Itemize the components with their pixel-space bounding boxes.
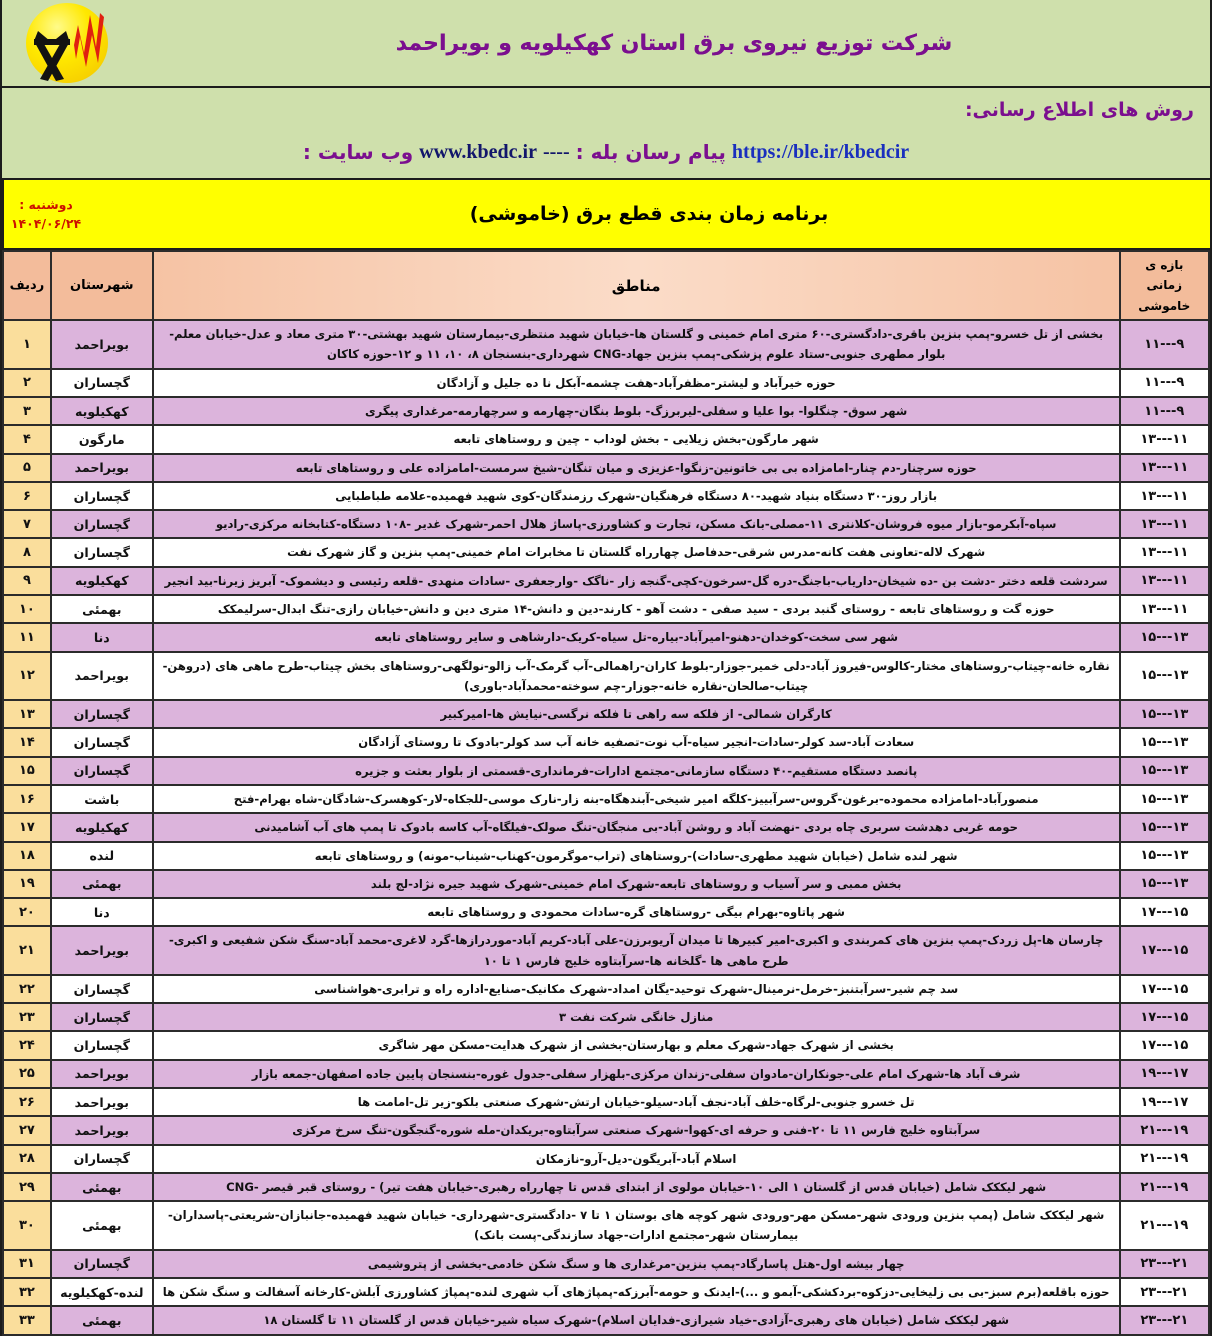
cell-city: کهکیلویه: [51, 567, 153, 595]
cell-index: ۲۶: [3, 1088, 51, 1116]
cell-city: بویراحمد: [51, 1088, 153, 1116]
cell-areas: شهرک لاله-تعاونی هفت کانه-مدرس شرقی-حدفاصل چهارراه گلستان تا مخابرات امام خمینی-پمپ بنزین و گاز شهرک نفت: [153, 538, 1120, 566]
table-row: [3, 1201, 1209, 1250]
cell-index: ۱۹: [3, 870, 51, 898]
cell-areas: بازار روز-۳۰ دستگاه بنیاد شهید-۸۰ دستگاه فرهنگیان-شهرک رزمندگان-کوی شهید فهمیده-علامه طباطبایی: [153, 482, 1120, 510]
cell-time-range: ۲۱---۲۳: [1120, 1250, 1209, 1278]
table-row: [3, 700, 1209, 728]
cell-index: ۵: [3, 454, 51, 482]
cell-city: بویراحمد: [51, 1116, 153, 1144]
cell-city: گچساران: [51, 700, 153, 728]
table-row: [3, 842, 1209, 870]
schedule-date-cell: [2, 180, 88, 248]
cell-index: ۳۱: [3, 1250, 51, 1278]
cell-areas: اسلام آباد-آبریگون-دیل-آرو-نازمکان: [153, 1145, 1120, 1173]
cell-time-range: ۱۳---۱۵: [1120, 757, 1209, 785]
cell-time-range: ۱۵---۱۷: [1120, 1003, 1209, 1031]
cell-index: ۲۰: [3, 898, 51, 926]
website-link[interactable]: www.kbedc.ir: [419, 140, 537, 163]
col-header-time: [1120, 251, 1209, 320]
cell-city: بویراحمد: [51, 320, 153, 369]
cell-areas: شهر لنده شامل (خیابان شهید مطهری-سادات)-روستاهای (تراب-موگرمون-کهناب-شیناب-مونه) و روستاهای تابعه: [153, 842, 1120, 870]
cell-index: ۸: [3, 538, 51, 566]
cell-areas: سعادت آباد-سد کولر-سادات-انجیر سیاه-آب نوت-تصفیه خانه آب سد کولر-بادوک تا روستای آزادگان: [153, 728, 1120, 756]
contact-label-row: [2, 88, 1210, 132]
link-separator: ----: [542, 140, 570, 163]
cell-city: مارگون: [51, 425, 153, 453]
cell-time-range: ۱۹---۲۱: [1120, 1173, 1209, 1201]
cell-city: لنده: [51, 842, 153, 870]
cell-time-range: ۱۵---۱۷: [1120, 898, 1209, 926]
cell-areas: حومه غربی دهدشت سربری چاه بردی -نهضت آباد و روشن آباد-بی منجگان-تنگ صولک-فیلگاه-آب کاسه بادوک تا پمپ های آب آشامیدنی: [153, 813, 1120, 841]
cell-index: ۳۰: [3, 1201, 51, 1250]
cell-index: ۱۵: [3, 757, 51, 785]
col-header-time-line1: بازه ی زمانی: [1145, 258, 1184, 293]
messenger-link[interactable]: https://ble.ir/kbedcir: [731, 140, 910, 163]
cell-areas: کارگران شمالی- از فلکه سه راهی تا فلکه نرگسی-نیایش ها-امیرکبیر: [153, 700, 1120, 728]
table-row: [3, 785, 1209, 813]
cell-index: ۶: [3, 482, 51, 510]
cell-areas: شهر لیککک شامل (خیابان های رهبری-آزادی-خیاد شیرازی-فدایان اسلام)-شهرک سیاه شیر-خیابان قدس از گلستان ۱۱ تا گلستان ۱۸: [153, 1306, 1120, 1334]
contact-links-row: [2, 132, 1210, 178]
cell-areas: منازل خانگی شرکت نفت ۳: [153, 1003, 1120, 1031]
date-value: ۱۴۰۴/۰۶/۲۴: [10, 216, 82, 231]
cell-city: بهمئی: [51, 1201, 153, 1250]
contact-methods-label: روش های اطلاع رسانی:: [964, 99, 1194, 121]
cell-time-range: ۹---۱۱: [1120, 397, 1209, 425]
cell-city: گچساران: [51, 728, 153, 756]
cell-areas: چهار بیشه اول-هتل پاسارگاد-پمپ بنزین-مرغداری ها و سنگ شکن خادمی-بخشی از پتروشیمی: [153, 1250, 1120, 1278]
cell-time-range: ۱۱---۱۳: [1120, 595, 1209, 623]
table-row: [3, 1003, 1209, 1031]
cell-time-range: ۱۳---۱۵: [1120, 870, 1209, 898]
cell-city: گچساران: [51, 510, 153, 538]
table-header-row: [3, 251, 1209, 320]
date-day-label: دوشنبه :: [19, 197, 73, 212]
cell-city: بهمئی: [51, 870, 153, 898]
cell-city: گچساران: [51, 757, 153, 785]
table-row: [3, 975, 1209, 1003]
table-row: [3, 1116, 1209, 1144]
cell-city: دنا: [51, 623, 153, 651]
cell-time-range: ۱۹---۲۱: [1120, 1116, 1209, 1144]
cell-time-range: ۱۹---۲۱: [1120, 1201, 1209, 1250]
table-row: [3, 567, 1209, 595]
table-row: [3, 652, 1209, 701]
cell-areas: شهر سی سخت-کوخدان-دهنو-امیرآباد-بیاره-تل سیاه-کریک-دارشاهی و سایر روستاهای تابعه: [153, 623, 1120, 651]
company-title: شرکت توزیع نیروی برق استان کهکیلویه و بویراحمد: [395, 30, 953, 56]
company-header-band: [2, 0, 1210, 88]
cell-time-range: ۱۱---۱۳: [1120, 482, 1209, 510]
cell-index: ۲: [3, 369, 51, 397]
col-header-time-line2: خاموشی: [1138, 298, 1191, 313]
cell-index: ۱۲: [3, 652, 51, 701]
cell-index: ۱۱: [3, 623, 51, 651]
cell-index: ۱۰: [3, 595, 51, 623]
table-row: [3, 369, 1209, 397]
cell-index: ۲۵: [3, 1060, 51, 1088]
table-row: [3, 595, 1209, 623]
cell-index: ۴: [3, 425, 51, 453]
cell-time-range: ۱۱---۱۳: [1120, 425, 1209, 453]
cell-index: ۹: [3, 567, 51, 595]
cell-index: ۲۳: [3, 1003, 51, 1031]
table-row: [3, 454, 1209, 482]
cell-areas: بخش ممبی و سر آسیاب و روستاهای تابعه-شهرک امام خمینی-شهرک شهید جیره نژاد-لج بلند: [153, 870, 1120, 898]
table-row: [3, 482, 1209, 510]
cell-city: گچساران: [51, 1003, 153, 1031]
cell-index: ۷: [3, 510, 51, 538]
cell-time-range: ۱۳---۱۵: [1120, 842, 1209, 870]
cell-city: بویراحمد: [51, 926, 153, 975]
messenger-label: پیام رسان بله :: [575, 140, 726, 164]
cell-city: گچساران: [51, 975, 153, 1003]
cell-index: ۱۳: [3, 700, 51, 728]
table-row: [3, 1145, 1209, 1173]
cell-city: گچساران: [51, 538, 153, 566]
cell-city: کهکیلویه: [51, 813, 153, 841]
cell-areas: تل خسرو جنوبی-لرگاه-خلف آباد-نجف آباد-سیلو-خیابان ارتش-شهرک صنعتی بلکو-زیر تل-امامت ها: [153, 1088, 1120, 1116]
cell-areas: سپاه-آبکرمو-بازار میوه فروشان-کلانتری ۱۱-مصلی-بانک مسکن، تجارت و کشاورزی-پاساژ هلال احمر-شهرک غدیر -۱۰۸ دستگاه-کتابخانه مرکزی-رادیو: [153, 510, 1120, 538]
cell-areas: حوزه باقلعه(برم سبز-بی بی زلیخایی-دزکوه-بردکشکی-آبمو و ...)-ایدنک و حومه-آبرزکه-پمپاژهای آب شهری لنده-پمپاژ کشاورزی آبلش-کارخانه آسفالت و سنگ شکن ها: [153, 1278, 1120, 1306]
power-company-logo-icon: [20, 1, 116, 85]
cell-areas: شرف آباد ها-شهرک امام علی-جونکاران-مادوان سفلی-زندان مرکزی-بلهزار سفلی-جدول غوره-بنسنجان پایین جاده اصفهان-جمعه بازار: [153, 1060, 1120, 1088]
cell-city: کهکیلویه: [51, 397, 153, 425]
cell-city: باشت: [51, 785, 153, 813]
cell-index: ۱: [3, 320, 51, 369]
table-row: [3, 623, 1209, 651]
cell-index: ۲۷: [3, 1116, 51, 1144]
cell-city: بویراحمد: [51, 1060, 153, 1088]
table-row: [3, 926, 1209, 975]
cell-time-range: ۱۷---۱۹: [1120, 1088, 1209, 1116]
cell-time-range: ۱۹---۲۱: [1120, 1145, 1209, 1173]
cell-time-range: ۲۱---۲۳: [1120, 1278, 1209, 1306]
table-row: [3, 898, 1209, 926]
cell-areas: شهر سوق- چنگلوا- بوا علیا و سفلی-لیربرزگ- بلوط بنگان-چهارمه و سرچهارمه-مرغداری پیگری: [153, 397, 1120, 425]
cell-areas: حوزه خیرآباد و لیشتر-مظفرآباد-هفت چشمه-آبکل نا ده جلیل و آزادگان: [153, 369, 1120, 397]
table-row: [3, 1306, 1209, 1334]
table-row: [3, 1250, 1209, 1278]
cell-index: ۲۲: [3, 975, 51, 1003]
cell-areas: حوزه گت و روستاهای تابعه - روستای گنبد بردی - سید صفی - دشت آهو - کارند-دین و دانش-۱۴ متری دین و دانش-خیابان رازی-تنگ ابدال-سرلیمکک: [153, 595, 1120, 623]
cell-time-range: ۹---۱۱: [1120, 369, 1209, 397]
table-row: [3, 510, 1209, 538]
contact-band: [2, 88, 1210, 180]
cell-city: گچساران: [51, 482, 153, 510]
cell-time-range: ۱۳---۱۵: [1120, 623, 1209, 651]
cell-areas: سد چم شیر-سرآبتنبز-خرمل-نرمینال-شهرک توحید-یگان امداد-شهرک مکانیک-صنایع-اداره راه و ترابری-هواشناسی: [153, 975, 1120, 1003]
cell-city: دنا: [51, 898, 153, 926]
cell-areas: چارسان ها-پل زردک-پمپ بنزین های کمربندی و اکبری-امیر کبیرها تا میدان آریوبرزن-علی آباد-کریم آباد-موردرازها-گرد لاغری-محمد آباد-سنگ شکن شفیعی و اکبری-طرح ماهی ها -گلخانه ها-سرآبتاوه خلیج فارس ۱ تا ۱۰: [153, 926, 1120, 975]
cell-city: بهمئی: [51, 595, 153, 623]
table-row: [3, 728, 1209, 756]
cell-time-range: ۱۳---۱۵: [1120, 728, 1209, 756]
cell-time-range: ۱۳---۱۵: [1120, 700, 1209, 728]
cell-city: لنده-کهکیلویه: [51, 1278, 153, 1306]
logo-pylon-and-bolt-icon: [20, 1, 116, 85]
cell-city: بویراحمد: [51, 454, 153, 482]
cell-city: گچساران: [51, 1031, 153, 1059]
cell-time-range: ۱۱---۱۳: [1120, 510, 1209, 538]
table-row: [3, 425, 1209, 453]
cell-time-range: ۱۱---۱۳: [1120, 567, 1209, 595]
cell-areas: بخشی از تل خسرو-پمپ بنزین باقری-دادگستری-۶۰ متری امام خمینی و گلستان ها-خیابان شهید منتظری-بیمارستان شهید بهشتی-۳۰ متری معاد و عدل-خیابان معلم-بلوار مطهری جنوبی-ستاد علوم پزشکی-پمپ بنزین جهاد-CNG شهرداری-بنسنجان ۸، ۱۰، ۱۱ و ۱۲-حوزه کاکان: [153, 320, 1120, 369]
table-row: [3, 1031, 1209, 1059]
table-row: [3, 320, 1209, 369]
cell-time-range: ۱۱---۱۳: [1120, 454, 1209, 482]
cell-time-range: ۱۷---۱۹: [1120, 1060, 1209, 1088]
table-row: [3, 870, 1209, 898]
cell-time-range: ۱۵---۱۷: [1120, 975, 1209, 1003]
cell-city: گچساران: [51, 1145, 153, 1173]
cell-time-range: ۱۱---۱۳: [1120, 538, 1209, 566]
cell-time-range: ۱۳---۱۵: [1120, 813, 1209, 841]
cell-areas: حوزه سرچنار-دم چنار-امامزاده بی بی خاتونین-زنگوا-عزیزی و میان تنگان-شیخ سرمست-امامزاده علی و روستاهای تابعه: [153, 454, 1120, 482]
cell-time-range: ۱۳---۱۵: [1120, 785, 1209, 813]
cell-areas: شهر مارگون-بخش زیلایی - بخش لوداب - چین و روستاهای تابعه: [153, 425, 1120, 453]
cell-index: ۲۸: [3, 1145, 51, 1173]
cell-areas: منصورآباد-امامزاده محموده-برغون-گروس-سرآبییز-کلگه امیر شیخی-آبندهگاه-بنه زار-نارک موسی-للجکاه-لار-کوهسرک-شادگان-شاه بهرام-فتح: [153, 785, 1120, 813]
cell-areas: سردشت قلعه دختر -دشت بن -ده شیخان-داریاب-باجنگ-دره گل-سرخون-کچی-گنجه زار -ناگک -وارجعفری -سادات منهدی -قلعه رئیسی و دیشموک- آبریز زیرنا-بید انجیر: [153, 567, 1120, 595]
cell-city: گچساران: [51, 1250, 153, 1278]
table-row: [3, 1088, 1209, 1116]
table-row: [3, 1278, 1209, 1306]
cell-index: ۳۳: [3, 1306, 51, 1334]
table-header: [3, 251, 1209, 320]
cell-areas: شهر لیککک شامل (پمپ بنزین ورودی شهر-مسکن مهر-ورودی شهر کوچه های بوستان ۱ تا ۷ -دادگستری-شهرداری- خیابان شهید فهمیده-جانبازان-شریعتی-پاسداران-بیمارستان شهر-مجتمع ادارات-جهاد سازندگی-پست بانک): [153, 1201, 1120, 1250]
website-label: وب سایت :: [302, 140, 414, 164]
outage-schedule-table: [2, 250, 1210, 1336]
cell-index: ۲۱: [3, 926, 51, 975]
col-header-city: شهرستان: [51, 251, 153, 320]
cell-index: ۱۶: [3, 785, 51, 813]
col-header-areas: مناطق: [153, 251, 1120, 320]
col-header-index: ردیف: [3, 251, 51, 320]
cell-areas: نقاره خانه-چیتاب-روستاهای مختار-کالوس-فیروز آباد-دلی خمیر-جوزار-بلوط کاران-راهمالی-آب گرمک-آب زالو-نولگهی-روستاهای بخش چیتاب-طرح ماهی های (دروهن-چیتاب-صالحان-نقاره خانه-جوزار-چم سوخته-محمدآباد-باوری): [153, 652, 1120, 701]
schedule-main-title: برنامه زمان بندی قطع برق (خاموشی): [88, 180, 1210, 248]
table-row: [3, 757, 1209, 785]
table-row: [3, 1173, 1209, 1201]
table-row: [3, 813, 1209, 841]
cell-index: ۳۲: [3, 1278, 51, 1306]
table-row: [3, 538, 1209, 566]
cell-index: ۱۷: [3, 813, 51, 841]
cell-areas: سرآبتاوه خلیج فارس ۱۱ تا ۲۰-فنی و حرفه ای-کهوا-شهرک صنعتی سرآبتاوه-بریکدان-مله شوره-گنجگون-تنگ سرخ مرکزی: [153, 1116, 1120, 1144]
table-row: [3, 1060, 1209, 1088]
cell-index: ۳: [3, 397, 51, 425]
cell-city: گچساران: [51, 369, 153, 397]
cell-areas: پانصد دستگاه مستقیم-۴۰ دستگاه سازمانی-مجتمع ادارات-فرمانداری-قسمتی از بلوار بعثت و جزیره: [153, 757, 1120, 785]
cell-index: ۱۴: [3, 728, 51, 756]
cell-index: ۲۴: [3, 1031, 51, 1059]
table-body: [3, 320, 1209, 1334]
cell-city: بهمئی: [51, 1173, 153, 1201]
cell-time-range: ۱۳---۱۵: [1120, 652, 1209, 701]
cell-time-range: ۲۱---۲۳: [1120, 1306, 1209, 1334]
cell-areas: شهر پاتاوه-بهرام بیگی -روستاهای گره-سادات محمودی و روستاهای تابعه: [153, 898, 1120, 926]
cell-index: ۱۸: [3, 842, 51, 870]
schedule-title-strip: [2, 180, 1210, 250]
cell-city: بویراحمد: [51, 652, 153, 701]
cell-areas: شهر لیککک شامل (خیابان قدس از گلستان ۱ الی ۱۰-خیابان مولوی از ابتدای قدس تا چهارراه رهبری-خیابان هفت تیر) - روستای قبر قیصر -CNG: [153, 1173, 1120, 1201]
cell-areas: بخشی از شهرک جهاد-شهرک معلم و بهارستان-بخشی از شهرک هدایت-مسکن مهر شاگری: [153, 1031, 1120, 1059]
cell-time-range: ۹---۱۱: [1120, 320, 1209, 369]
cell-time-range: ۱۵---۱۷: [1120, 926, 1209, 975]
table-row: [3, 397, 1209, 425]
cell-city: بهمئی: [51, 1306, 153, 1334]
cell-index: ۲۹: [3, 1173, 51, 1201]
cell-time-range: ۱۵---۱۷: [1120, 1031, 1209, 1059]
